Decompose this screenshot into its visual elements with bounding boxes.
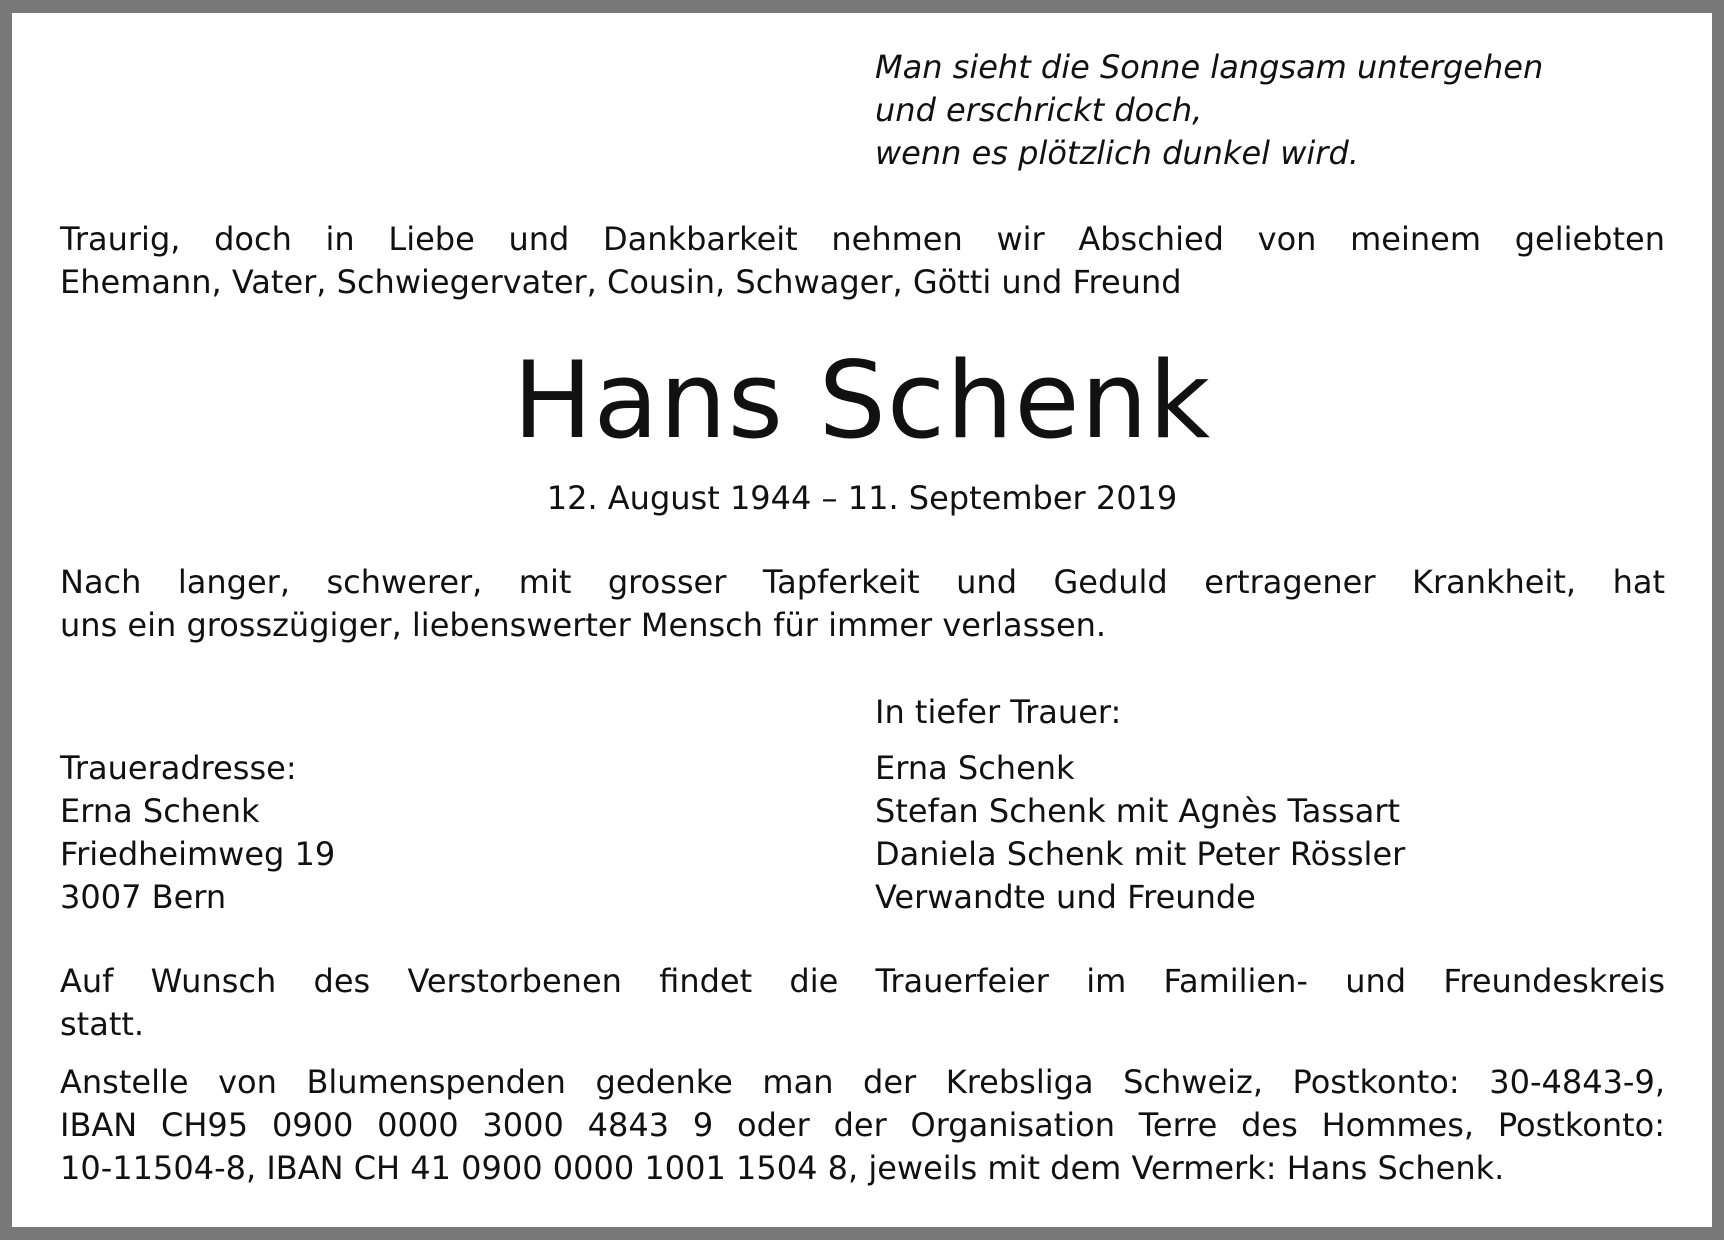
address-line: Traueradresse: [60, 749, 297, 787]
mourner: Stefan Schenk mit Agnès Tassart [875, 792, 1401, 830]
intro-line: Ehemann, Vater, Schwiegervater, Cousin, Schwager, Götti und Freund [60, 263, 1182, 301]
message-line: Nach langer, schwerer, mit grosser Tapferkeit und Geduld ertragener Krankheit, hat [60, 563, 1665, 601]
quote-line: Man sieht die Sonne langsam untergehen [875, 48, 1544, 86]
message-paragraph [60, 561, 1665, 647]
mourning-heading: In tiefer Trauer: [875, 693, 1122, 731]
address-line: Erna Schenk [60, 792, 260, 830]
mourning-address [60, 747, 335, 919]
quote-line: wenn es plötzlich dunkel wird. [875, 134, 1359, 172]
obituary-page [12, 13, 1712, 1227]
ceremony-paragraph [60, 960, 1665, 1046]
mourner: Daniela Schenk mit Peter Rössler [875, 835, 1406, 873]
address-line: Friedheimweg 19 [60, 835, 336, 873]
mourners-list [875, 747, 1405, 919]
message-line: uns ein grosszügiger, liebenswerter Mensch für immer verlassen. [60, 606, 1107, 644]
life-dates: 12. August 1944 – 11. September 2019 [546, 479, 1178, 517]
deceased-name: Hans Schenk [512, 339, 1212, 462]
quote [875, 46, 1543, 175]
donations-line: IBAN CH95 0900 0000 3000 4843 9 oder der Organisation Terre des Hommes, Postkonto: [60, 1106, 1665, 1144]
donations-line: Anstelle von Blumenspenden gedenke man der Krebsliga Schweiz, Postkonto: 30-4843-9, [60, 1063, 1665, 1101]
intro-line: Traurig, doch in Liebe und Dankbarkeit nehmen wir Abschied von meinem geliebten [60, 220, 1665, 258]
ceremony-line: Auf Wunsch des Verstorbenen findet die Trauerfeier im Familien- und Freundeskreis [60, 962, 1665, 1000]
mourner: Erna Schenk [875, 749, 1075, 787]
intro-paragraph [60, 218, 1665, 304]
address-line: 3007 Bern [60, 878, 227, 916]
quote-line: und erschrickt doch, [875, 91, 1203, 129]
ceremony-line: statt. [60, 1005, 145, 1043]
donations-line: 10-11504-8, IBAN CH 41 0900 0000 1001 1504 8, jeweils mit dem Vermerk: Hans Schenk. [60, 1149, 1505, 1187]
mourner: Verwandte und Freunde [875, 878, 1256, 916]
donations-paragraph [60, 1061, 1665, 1190]
